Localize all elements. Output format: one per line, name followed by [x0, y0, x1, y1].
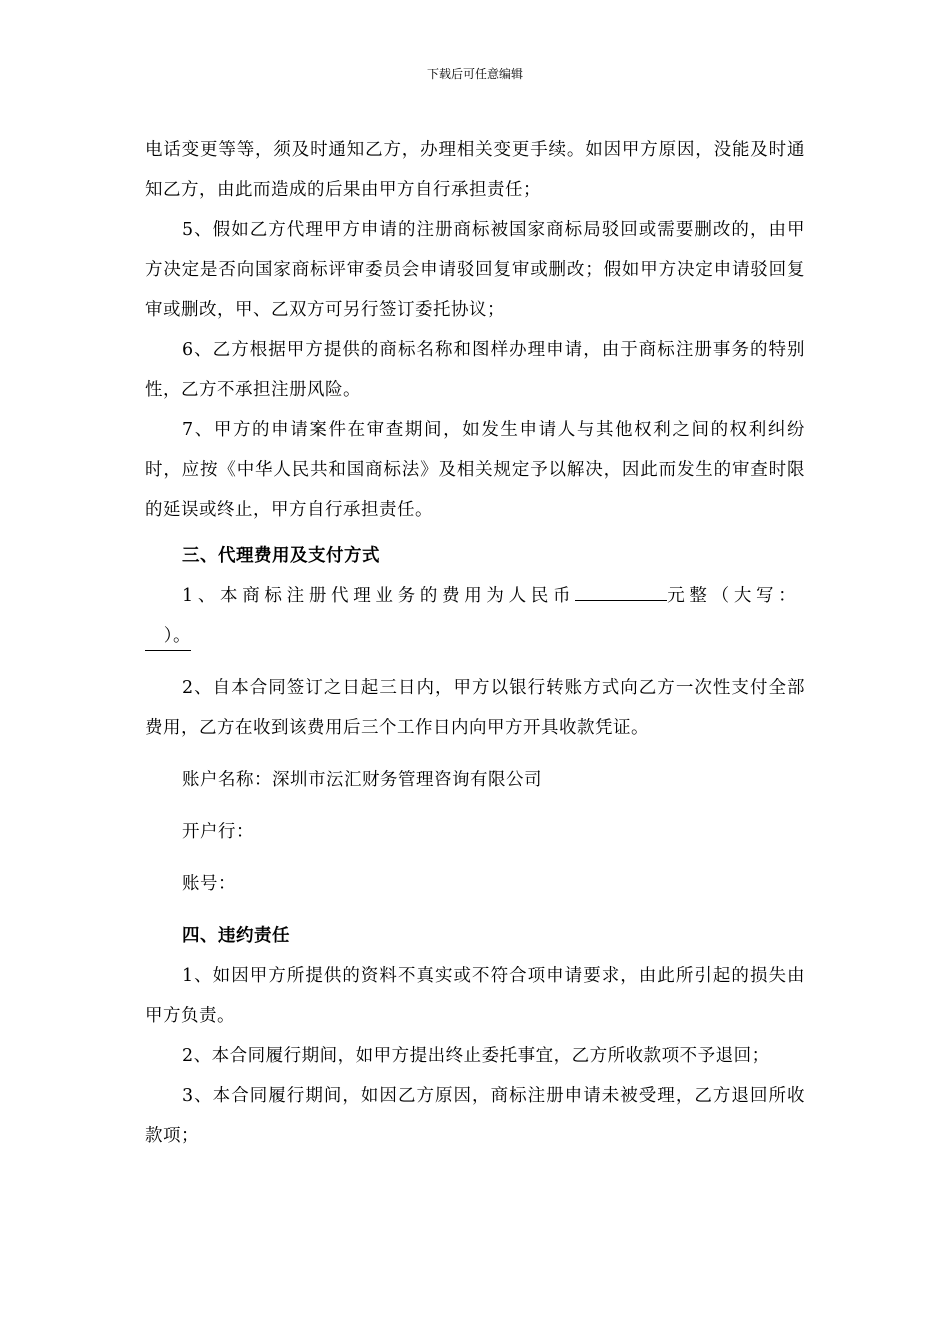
paragraph-continued: 电话变更等等，须及时通知乙方，办理相关变更手续。如因甲方原因，没能及时通知乙方，由此而造成的后果由甲方自行承担责任； [145, 140, 805, 200]
fee-prefix: 1、本商标注册代理业务的费用为人民币 [182, 586, 576, 606]
fee-amount-blank [575, 600, 667, 601]
fee-suffix: 元整（大写： [667, 586, 801, 606]
fee-clause [145, 576, 805, 616]
breach-item-3: 3、本合同履行期间，如因乙方原因，商标注册申请未被受理，乙方退回所收款项； [145, 1086, 805, 1146]
clause-7: 7、甲方的申请案件在审查期间，如发生申请人与其他权利之间的权利纠纷时，应按《中华人民共和国商标法》及相关规定予以解决，因此而发生的审查时限的延误或终止，甲方自行承担责任。 [145, 420, 805, 520]
bank-line: 开户行： [182, 822, 254, 842]
section-3-title: 三、代理费用及支付方式 [182, 546, 380, 566]
fee-close: ）。 [145, 622, 191, 651]
document-body [145, 130, 805, 1156]
fee-clause-close [145, 616, 805, 656]
clause-6: 6、乙方根据甲方提供的商标名称和图样办理申请，由于商标注册事务的特别性，乙方不承担注册风险。 [145, 340, 805, 400]
breach-item-2: 2、本合同履行期间，如甲方提出终止委托事宜，乙方所收款项不予退回； [182, 1046, 770, 1066]
account-number-line: 账号： [182, 874, 236, 894]
page-header: 下载后可任意编辑 [426, 67, 523, 81]
section-4-title: 四、违约责任 [182, 926, 290, 946]
breach-item-1: 1、如因甲方所提供的资料不真实或不符合项申请要求，由此所引起的损失由甲方负责。 [145, 966, 805, 1026]
payment-clause: 2、自本合同签订之日起三日内，甲方以银行转账方式向乙方一次性支付全部费用，乙方在收到该费用后三个工作日内向甲方开具收款凭证。 [145, 678, 805, 738]
account-name: 账户名称：深圳市沄汇财务管理咨询有限公司 [182, 770, 542, 790]
clause-5: 5、假如乙方代理甲方申请的注册商标被国家商标局驳回或需要删改的，由甲方决定是否向国家商标评审委员会申请驳回复审或删改；假如甲方决定申请驳回复审或删改，甲、乙双方可另行签订委托协议； [145, 220, 805, 320]
